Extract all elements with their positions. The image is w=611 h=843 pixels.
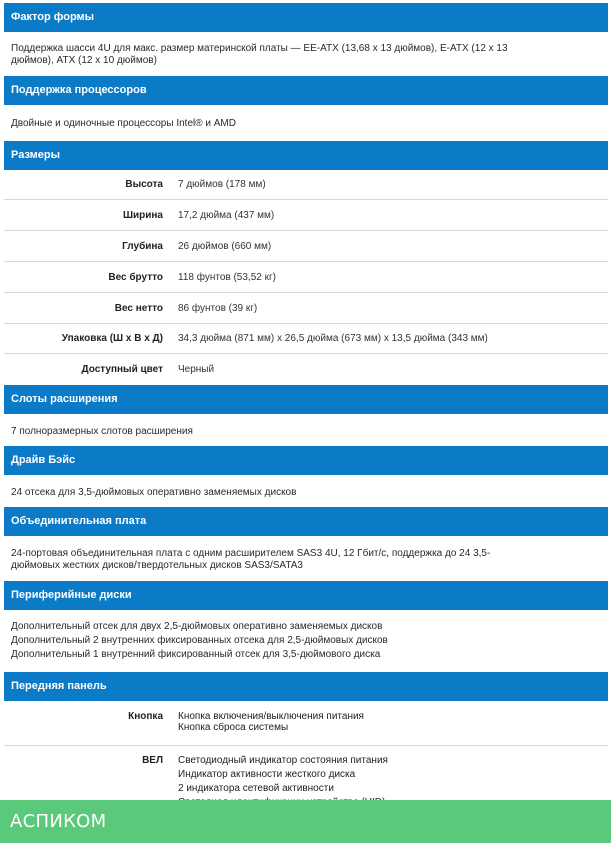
section-header-cpu-support: Поддержка процессоров — [4, 76, 608, 105]
front-panel-button-item: Кнопка включения/выключения питания — [178, 711, 364, 722]
section-header-front-panel: Передняя панель — [4, 672, 608, 701]
spec-row-color — [4, 354, 608, 385]
backplane-line: дюймовых жестких дисков/твердотельных дисков SAS3/SATA3 — [11, 560, 303, 571]
form-factor-line: Поддержка шасси 4U для макс. размер материнской платы — EE-ATX (13,68 x 13 дюймов), E-ATX (12 x 13 — [11, 43, 508, 54]
spec-row-gross-weight — [4, 262, 608, 293]
led-item: 2 индикатора сетевой активности — [178, 783, 334, 794]
section-header-dimensions: Размеры — [4, 141, 608, 170]
front-panel-buttons-row — [4, 701, 608, 745]
section-header-peripheral-drives: Периферийные диски — [4, 581, 608, 610]
form-factor-text — [4, 32, 608, 76]
led-item: Индикатор активности жесткого диска — [178, 769, 356, 780]
spec-label: Упаковка (Ш х В х Д) — [61, 333, 163, 344]
peripheral-drive-item: Дополнительный 1 внутренний фиксированный отсек для 3,5-дюймового диска — [11, 649, 381, 660]
spec-label: Вес нетто — [114, 302, 163, 314]
led-item: Светодиодный индикатор состояния питания — [178, 755, 388, 766]
section-header-form-factor: Фактор формы — [4, 3, 608, 32]
section-header-expansion-slots: Слоты расширения — [4, 385, 608, 414]
spec-value: 17,2 дюйма (437 мм) — [178, 209, 275, 221]
spec-value: 118 фунтов (53,52 кг) — [178, 271, 276, 283]
peripheral-drive-item: Дополнительный отсек для двух 2,5-дюймовых оперативно заменяемых дисков — [11, 621, 383, 632]
spec-label: Ширина — [122, 209, 163, 221]
spec-row-width — [4, 200, 608, 231]
drive-bays-text: 24 отсека для 3,5-дюймовых оперативно заменяемых дисков — [11, 487, 297, 498]
spec-row-net-weight — [4, 293, 608, 324]
peripheral-drives-list — [4, 610, 608, 672]
spec-row-packaging — [4, 324, 608, 354]
spec-table — [4, 3, 608, 816]
spec-label: ВЕЛ — [142, 755, 163, 766]
spec-value: Черный — [178, 364, 215, 375]
expansion-slots-text: 7 полноразмерных слотов расширения — [11, 426, 193, 437]
front-panel-button-item: Кнопка сброса системы — [178, 722, 289, 733]
spec-label: Глубина — [122, 240, 163, 252]
section-header-drive-bays: Драйв Бэйс — [4, 446, 608, 475]
spec-label: Кнопка — [128, 711, 163, 722]
spec-label: Высота — [125, 179, 163, 190]
watermark-banner — [0, 800, 611, 843]
front-panel-buttons-list — [178, 711, 608, 745]
spec-value: 26 дюймов (660 мм) — [178, 240, 272, 252]
spec-row-height — [4, 170, 608, 200]
backplane-line: 24-портовая объединительная плата с одним расширителем SAS3 4U, 12 Гбит/с, поддержка до 24 3,5- — [11, 548, 491, 559]
spec-row-depth — [4, 231, 608, 262]
form-factor-line: дюймов), ATX (12 x 10 дюймов) — [11, 55, 157, 66]
spec-value: 86 фунтов (39 кг) — [178, 302, 258, 314]
spec-label: Доступный цвет — [81, 364, 163, 375]
cpu-support-text: Двойные и одиночные процессоры Intel® и AMD — [11, 118, 236, 129]
peripheral-drive-item: Дополнительный 2 внутренних фиксированных отсека для 2,5-дюймовых дисков — [11, 635, 388, 646]
banner-label: АСПИКОМ — [10, 811, 107, 832]
backplane-text — [4, 536, 608, 581]
spec-label: Вес брутто — [108, 271, 163, 283]
section-header-backplane: Объединительная плата — [4, 507, 608, 536]
spec-value: 7 дюймов (178 мм) — [178, 179, 266, 190]
spec-value: 34,3 дюйма (871 мм) x 26,5 дюйма (673 мм) x 13,5 дюйма (343 мм) — [178, 333, 488, 344]
